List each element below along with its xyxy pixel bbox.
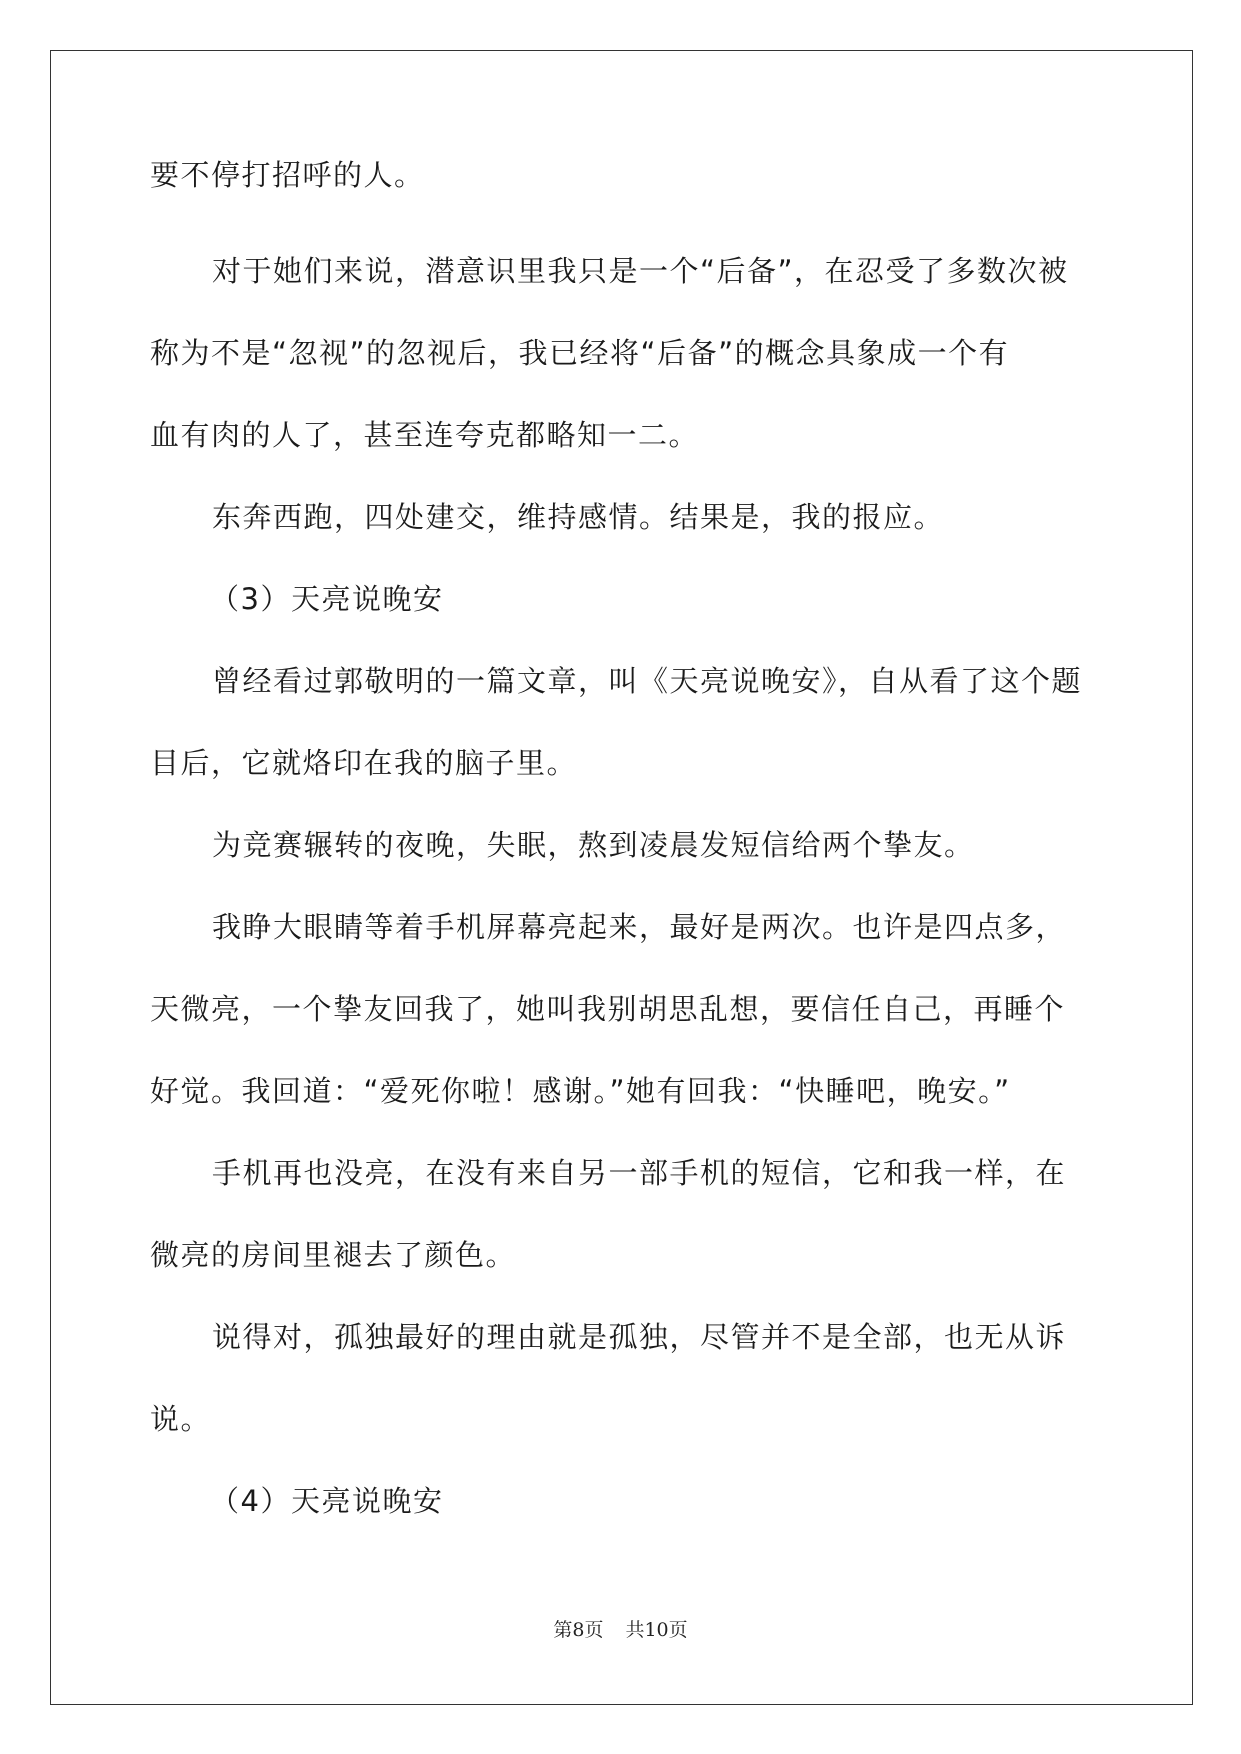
text-line: 曾经看过郭敬明的一篇文章，叫《天亮说晚安》，自从看了这个题 (212, 664, 1083, 698)
text-line: 我睁大眼睛等着手机屏幕亮起来，最好是两次。也许是四点多， (212, 910, 1067, 944)
text-line: 好觉。我回道：“爱死你啦！感谢。”她有回我：“快睡吧，晚安。” (150, 1074, 1011, 1108)
text-line: 称为不是“忽视”的忽视后，我已经将“后备”的概念具象成一个有 (150, 336, 1010, 370)
section-heading: （3）天亮说晚安 (210, 582, 444, 616)
page-border (50, 50, 1193, 1705)
text-line: 说得对，孤独最好的理由就是孤独，尽管并不是全部，也无从诉 (212, 1320, 1067, 1354)
page-total: 共10页 (625, 1619, 688, 1641)
text-line: 东奔西跑，四处建交，维持感情。结果是，我的报应。 (212, 500, 945, 534)
text-line: 说。 (150, 1402, 212, 1436)
text-line: 血有肉的人了，甚至连夸克都略知一二。 (150, 418, 700, 452)
text-line: 为竞赛辗转的夜晚，失眠，熬到凌晨发短信给两个挚友。 (212, 828, 975, 862)
text-line: 微亮的房间里褪去了颜色。 (150, 1238, 517, 1272)
text-line: 手机再也没亮，在没有来自另一部手机的短信，它和我一样，在 (212, 1156, 1067, 1190)
text-line: 对于她们来说，潜意识里我只是一个“后备”，在忍受了多数次被 (212, 254, 1069, 288)
page-footer (0, 1618, 1241, 1642)
page-number: 第8页 (553, 1619, 604, 1641)
text-line: 天微亮，一个挚友回我了，她叫我别胡思乱想，要信任自己，再睡个 (150, 992, 1066, 1026)
text-line: 目后，它就烙印在我的脑子里。 (150, 746, 578, 780)
section-heading: （4）天亮说晚安 (210, 1484, 444, 1518)
text-line: 要不停打招呼的人。 (150, 158, 425, 192)
